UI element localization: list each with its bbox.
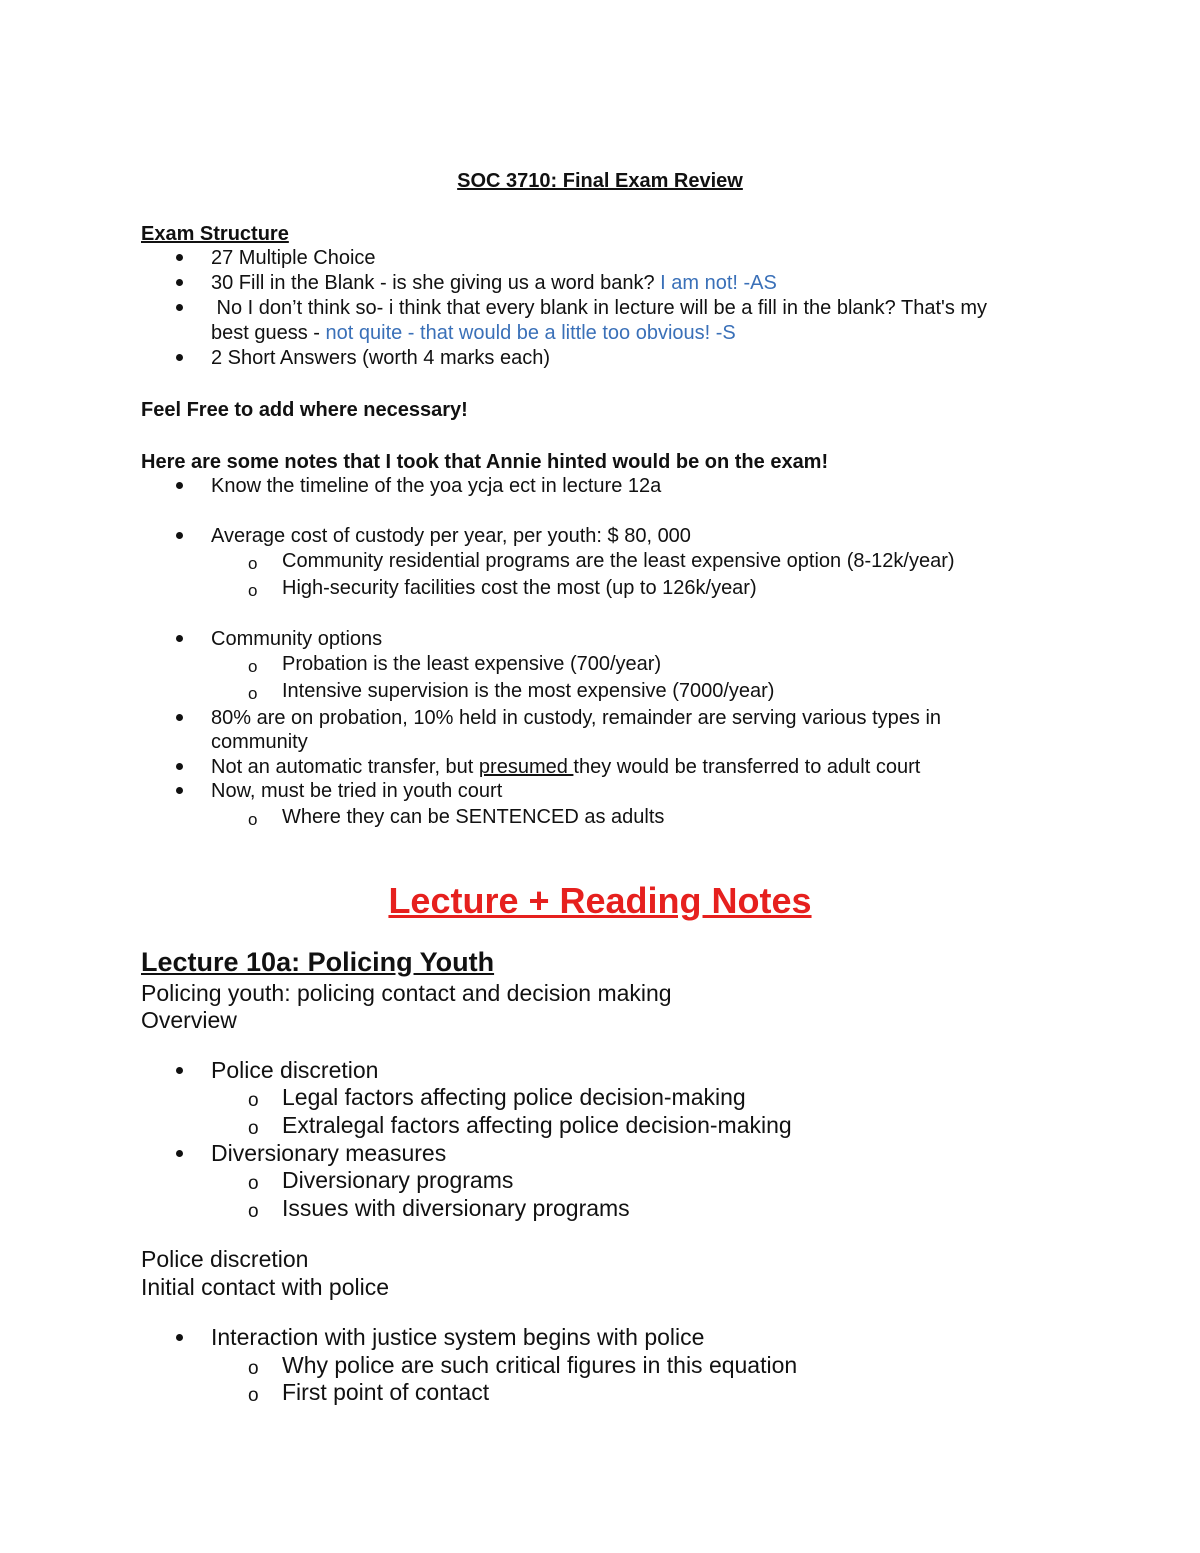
list-item: 2 Short Answers (worth 4 marks each) [211,347,551,369]
bullet-icon [176,254,183,261]
document-title: SOC 3710: Final Exam Review [457,170,743,192]
bullet-icon [176,1334,183,1341]
list-item-text: 30 Fill in the Blank - is she giving us a word bank? [211,272,655,294]
bullet-icon [176,482,183,489]
circle-bullet-icon: o [248,1173,259,1194]
sub-list-item: High-security facilities cost the most (up to 126k/year) [282,577,757,599]
bullet-icon [176,304,183,311]
feel-free-note: Feel Free to add where necessary! [141,399,468,421]
overview-label: Overview [141,1007,237,1033]
circle-bullet-icon: o [248,1090,259,1111]
exam-structure-heading: Exam Structure [141,223,289,245]
bullet-icon [176,635,183,642]
sub-list-item: Legal factors affecting police decision-making [282,1084,746,1110]
sub-list-item: Diversionary programs [282,1167,514,1193]
bullet-icon [176,763,183,770]
circle-bullet-icon: o [248,1118,259,1139]
sub-list-item: Community residential programs are the least expensive option (8-12k/year) [282,550,955,572]
list-item-continued: community [211,731,308,753]
sub-list-item: Where they can be SENTENCED as adults [282,806,665,828]
bullet-icon [176,279,183,286]
sub-list-item: Probation is the least expensive (700/year) [282,653,662,675]
sub-list-item: Extralegal factors affecting police decision-making [282,1112,792,1138]
sub-list-item: Intensive supervision is the most expensive (7000/year) [282,680,775,702]
list-item: Police discretion [211,1057,379,1083]
circle-bullet-icon: o [248,1358,259,1379]
list-item: No I don’t think so- i think that every blank in lecture will be a fill in the blank? That's my [211,297,988,319]
bullet-icon [176,532,183,539]
comment-as: I am not! -AS [660,272,777,294]
list-item: Average cost of custody per year, per youth: $ 80, 000 [211,525,691,547]
bullet-icon [176,354,183,361]
circle-bullet-icon: o [248,1385,259,1406]
section-heading: Lecture + Reading Notes [388,880,812,921]
circle-bullet-icon: o [248,810,258,829]
initial-contact-label: Initial contact with police [141,1274,390,1300]
bullet-icon [176,1067,183,1074]
bullet-icon [176,714,183,721]
discretion-label: Police discretion [141,1246,309,1272]
circle-bullet-icon: o [248,554,258,573]
circle-bullet-icon: o [248,657,258,676]
sub-list-item: Why police are such critical figures in this equation [282,1352,798,1378]
list-item-text: they would be transferred to adult court [573,756,921,778]
circle-bullet-icon: o [248,581,258,600]
circle-bullet-icon: o [248,684,258,703]
comment-s: not quite - that would be a little too obvious! -S [325,322,736,344]
circle-bullet-icon: o [248,1201,259,1222]
list-item [211,755,920,779]
hints-heading: Here are some notes that I took that Annie hinted would be on the exam! [141,451,829,473]
list-item: 80% are on probation, 10% held in custody, remainder are serving various types in [211,707,942,729]
list-item [211,271,777,295]
list-item: Now, must be tried in youth court [211,780,503,802]
lecture-heading: Lecture 10a: Policing Youth [141,947,495,977]
list-item: Interaction with justice system begins with police [211,1324,705,1350]
bullet-icon [176,787,183,794]
underlined-word: presumed [478,756,574,778]
list-item-text: Not an automatic transfer, but [211,756,479,778]
list-item: Diversionary measures [211,1140,447,1166]
list-item-text: best guess - [211,322,326,344]
bullet-icon [176,1150,183,1157]
list-item: 27 Multiple Choice [211,247,376,269]
list-item: Community options [211,628,383,650]
sub-list-item: Issues with diversionary programs [282,1195,630,1221]
sub-list-item: First point of contact [282,1379,490,1405]
list-item-continued [211,321,736,345]
lecture-subtitle: Policing youth: policing contact and decision making [141,980,672,1006]
list-item: Know the timeline of the yoa ycja ect in lecture 12a [211,475,662,497]
